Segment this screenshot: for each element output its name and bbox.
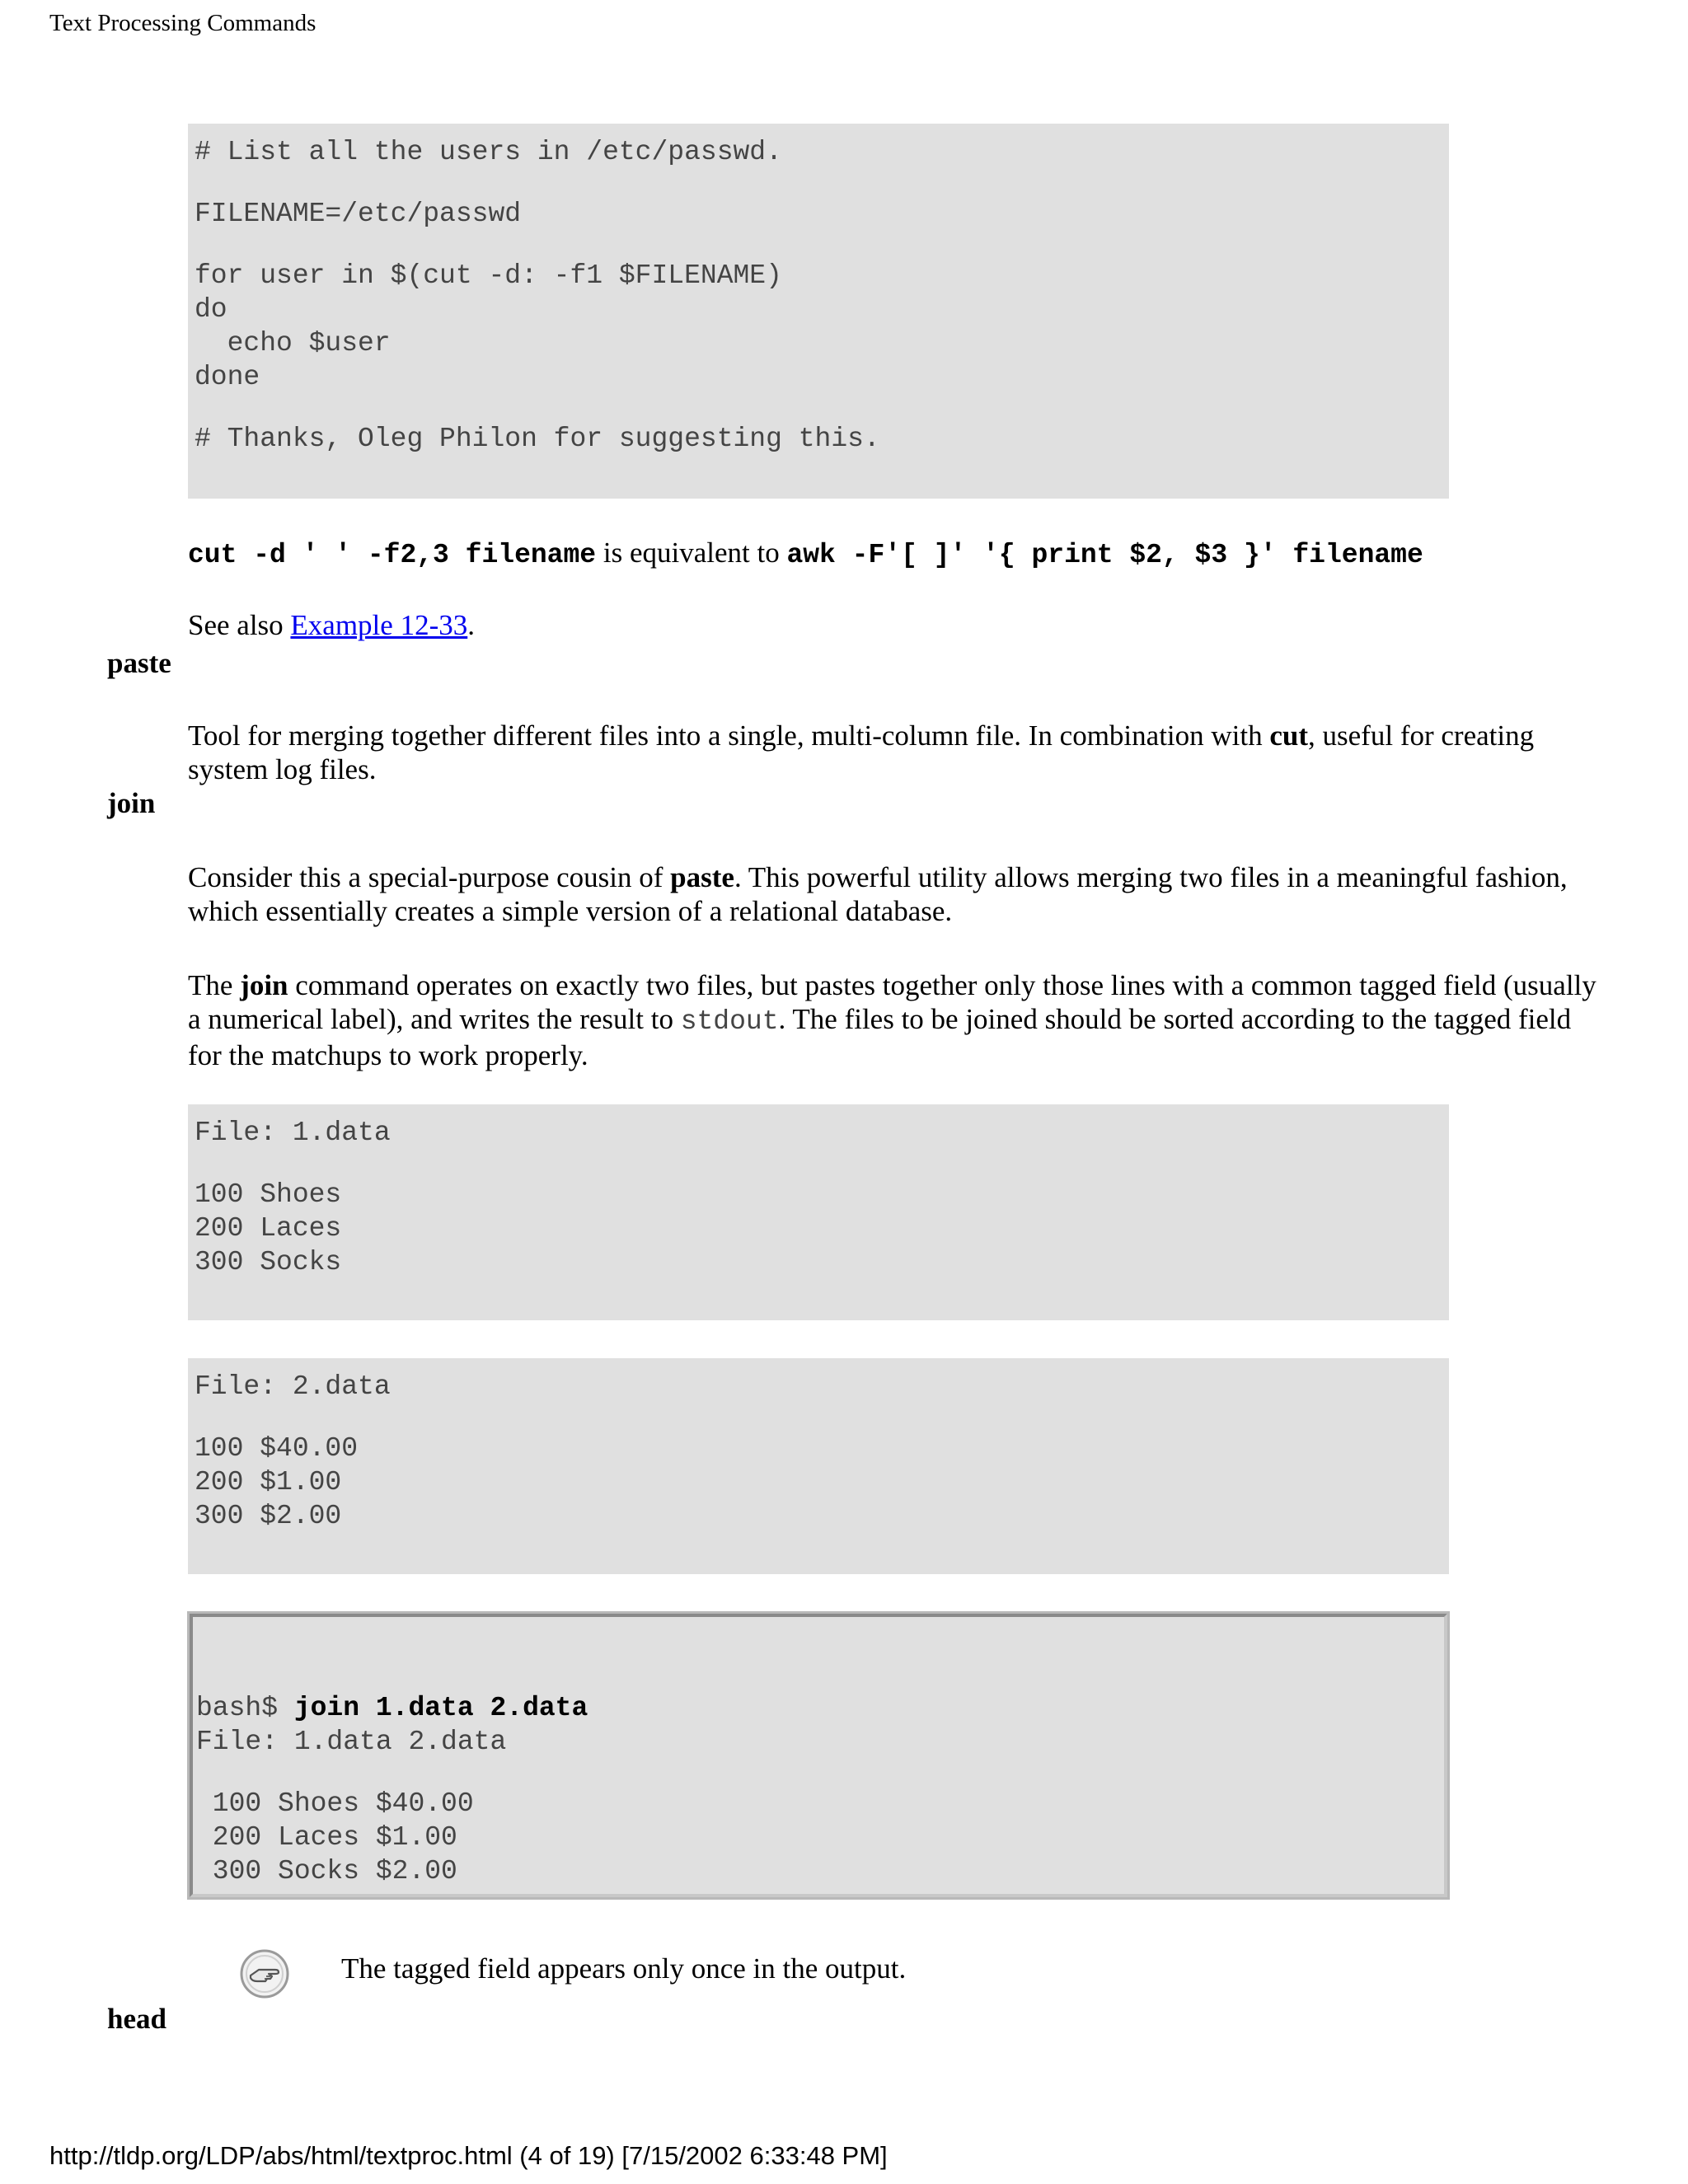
- see-also: [188, 608, 475, 642]
- paste-desc-bold: cut: [1269, 719, 1309, 752]
- code-line: FILENAME=/etc/passwd: [195, 199, 522, 229]
- code-line: 200 Laces: [195, 1213, 342, 1244]
- screen-prompt: bash$: [196, 1693, 294, 1723]
- join-paragraph-2: [188, 968, 1606, 1072]
- join-p1-text: Consider this a special-purpose cousin of: [188, 861, 671, 893]
- code-block-file1: [188, 1104, 1449, 1320]
- code-line: 100 Shoes: [195, 1179, 342, 1210]
- screen-command-line: [196, 1691, 1441, 1725]
- code-line: File: 1.data: [195, 1118, 391, 1148]
- page-footer: http://tldp.org/LDP/abs/html/textproc.html (4 of 19) [7/15/2002 6:33:48 PM]: [49, 2141, 888, 2170]
- code-line: # Thanks, Oleg Philon for suggesting this.: [195, 424, 880, 454]
- code-blank-line: [195, 394, 1442, 422]
- stdout-code: stdout: [680, 1006, 779, 1037]
- see-also-suffix: .: [467, 609, 475, 641]
- code-blank-line: [196, 1759, 1441, 1787]
- code-line: 100 $40.00: [195, 1433, 359, 1464]
- awk-command: awk -F'[ ]' '{ print $2, $3 }' filename: [786, 540, 1423, 570]
- term-paste: paste: [107, 647, 171, 679]
- code-line: 100 Shoes $40.00: [196, 1788, 474, 1819]
- code-line: 300 Socks: [195, 1247, 342, 1277]
- code-line: 300 Socks $2.00: [196, 1856, 457, 1886]
- see-also-prefix: See also: [188, 609, 291, 641]
- paste-description: [188, 719, 1606, 786]
- code-blank-line: [195, 169, 1442, 197]
- code-line: File: 2.data: [195, 1371, 391, 1402]
- paste-desc-text: Tool for merging together different files into a single, multi-column file. In combination with: [188, 719, 1270, 752]
- join-paragraph-1: [188, 860, 1606, 928]
- join-p2-bold: join: [240, 969, 288, 1001]
- join-p1-text-end: . This powerful utility allows merging two files in a meaningful fashion, which essentially creates a simple version of a relational database.: [188, 861, 1568, 927]
- screen-output-lines: [196, 1725, 1441, 1888]
- join-p2-text-end: . The files to be joined should be sorted according to the tagged field for the matchups to work properly.: [188, 1003, 1572, 1071]
- term-join: join: [107, 787, 156, 819]
- code-line: File: 1.data 2.data: [196, 1727, 507, 1757]
- note-text: The tagged field appears only once in the output.: [341, 1952, 907, 1985]
- code-line: 200 $1.00: [195, 1467, 342, 1497]
- code-block-list-users: [188, 124, 1449, 499]
- note-hand-icon: [239, 1948, 290, 1999]
- screen-output: [190, 1614, 1447, 1897]
- code-blank-line: [195, 231, 1442, 259]
- code-line: 300 $2.00: [195, 1501, 342, 1531]
- paste-desc-text-end: , useful for creating system log files.: [188, 719, 1535, 785]
- cut-command: cut -d ' ' -f2,3 filename: [188, 540, 597, 570]
- code-line: 200 Laces $1.00: [196, 1822, 457, 1853]
- code-line: do: [195, 294, 227, 325]
- code-blank-line: [195, 1150, 1442, 1178]
- screen-command: join 1.data 2.data: [293, 1693, 588, 1723]
- join-p2-text: The: [188, 969, 241, 1001]
- join-p2-text-mid: command operates on exactly two files, but pastes together only those lines with a common tagged field (usually a numerical label), and writes the result to: [188, 969, 1597, 1035]
- code-blank-line: [195, 1404, 1442, 1432]
- code-line: for user in $(cut -d: -f1 $FILENAME): [195, 260, 782, 291]
- code-line: echo $user: [195, 328, 391, 359]
- code-line: # List all the users in /etc/passwd.: [195, 137, 782, 167]
- code-line: done: [195, 362, 260, 392]
- equivalence-line: [188, 536, 1423, 572]
- term-head: head: [107, 2003, 166, 2035]
- equivalence-text: is equivalent to: [596, 537, 787, 569]
- example-link[interactable]: Example 12-33: [290, 609, 468, 641]
- code-block-file2: [188, 1358, 1449, 1574]
- page-header: Text Processing Commands: [49, 10, 316, 36]
- join-p1-bold: paste: [670, 861, 734, 893]
